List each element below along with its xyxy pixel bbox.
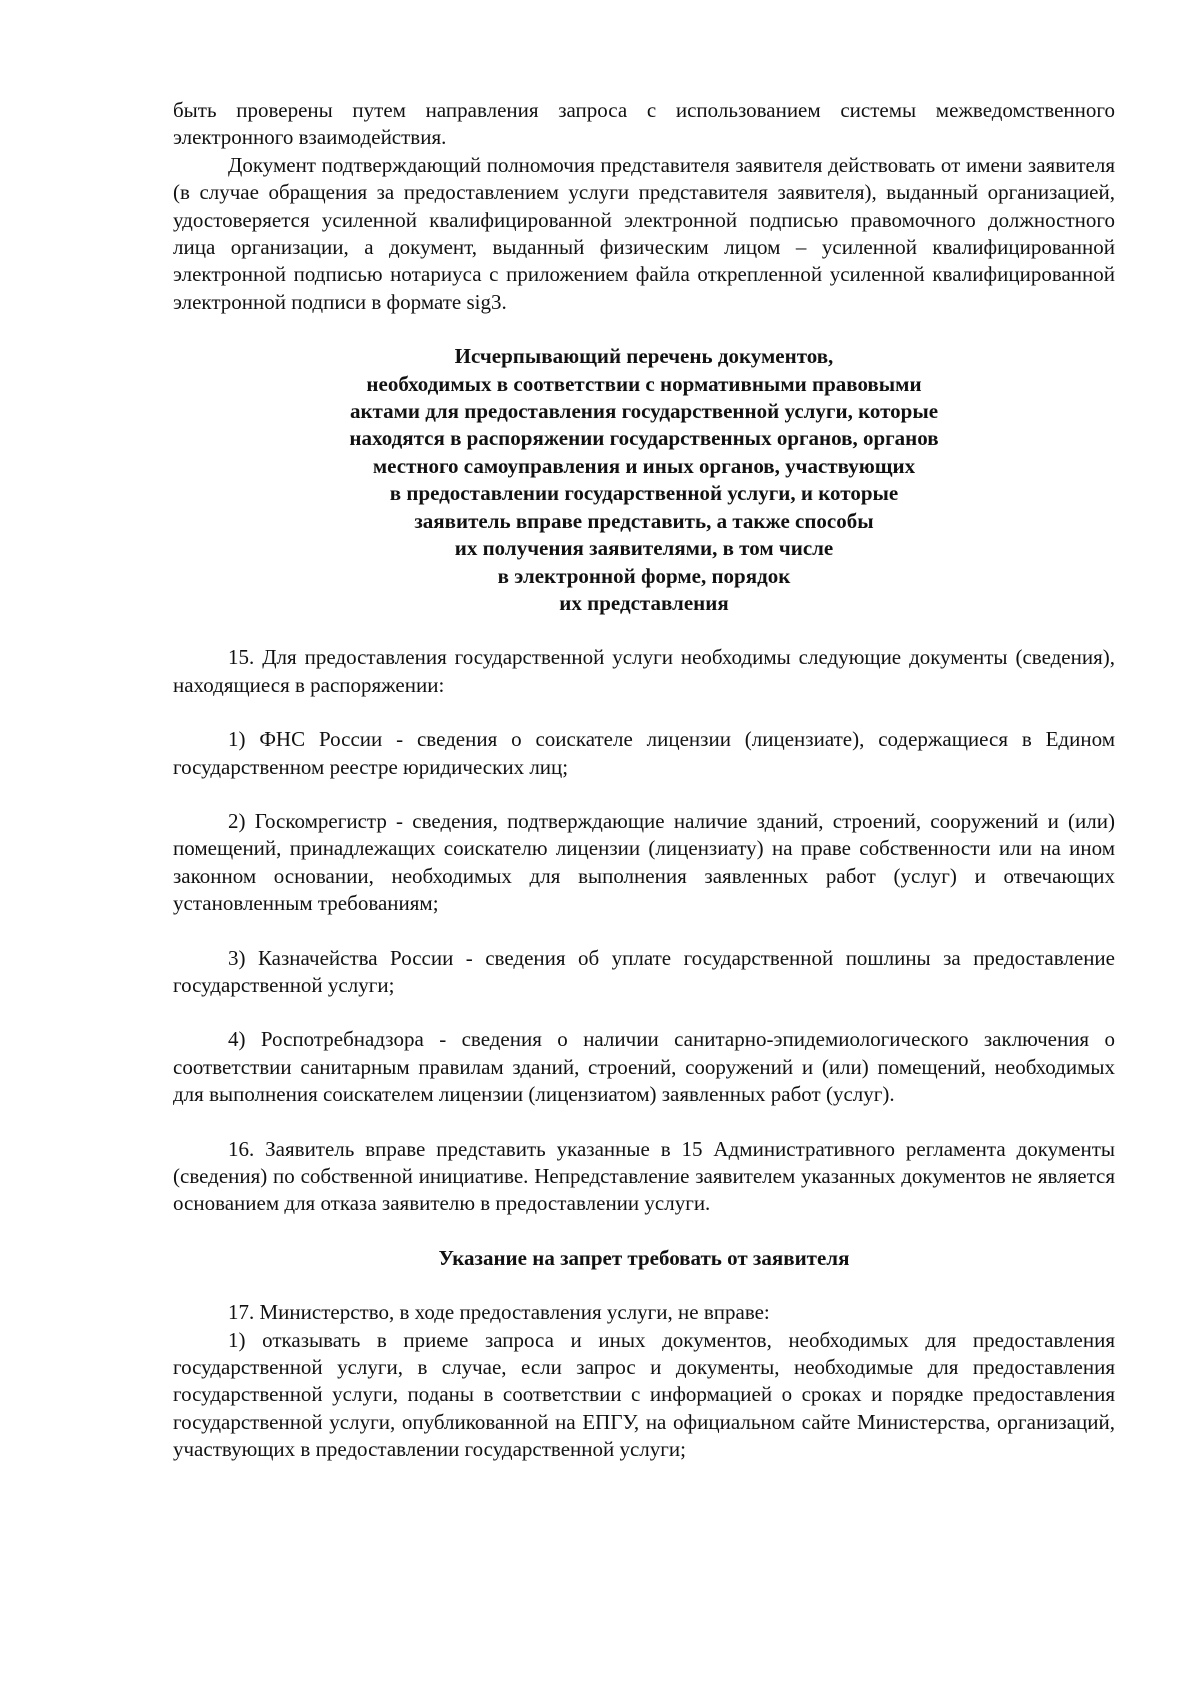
heading-line: в предоставлении государственной услуги, и которые xyxy=(389,481,899,506)
paragraph-representative-document: Документ подтверждающий полномочия представителя заявителя действовать от имени заявителя (в случае обращения за предоставлением услуги представителя заявителя), выданный организацией, удостоверяется усиленной квалифицированной электронной подписью правомочного должностного лица организации, а документ, выданный физическим лицом – усиленной квалифицированной электронной подписью нотариуса с приложением файла открепленной усиленной квалифицированной электронной подписи в формате sig3. xyxy=(173,152,1115,314)
paragraph-15-item-4: 4) Роспотребнадзора - сведения о наличии санитарно-эпидемиологического заключения о соответствии санитарным правилам зданий, строений, сооружений и (или) помещений, необходимых для выполнения соискателем лицензии (лицензиатом) заявленных работ (услуг). xyxy=(173,1027,1115,1107)
paragraph-15-item-2: 2) Госкомрегистр - сведения, подтверждающие наличие зданий, строений, сооружений и (или) помещений, принадлежащих соискателю лицензии (лицензиату) на праве собственности или на ином законном основании, необходимых для выполнения заявленных работ (услуг) и отвечающих установленным требованиям; xyxy=(173,808,1115,916)
paragraph-17-intro: 17. Министерство, в ходе предоставления услуги, не вправе: xyxy=(228,1300,770,1325)
heading-line: местного самоуправления и иных органов, участвующих xyxy=(372,453,916,478)
heading-line: актами для предоставления государственной услуги, которые xyxy=(349,399,939,424)
section-heading-prohibition: Указание на запрет требовать от заявителя xyxy=(438,1245,850,1270)
heading-line: в электронной форме, порядок xyxy=(497,563,791,588)
paragraph-continuation: быть проверены путем направления запроса с использованием системы межведомственного электронного взаимодействия. xyxy=(173,98,1115,150)
heading-line: необходимых в соответствии с нормативными правовыми xyxy=(366,371,922,396)
paragraph-15-item-1: 1) ФНС России - сведения о соискателе лицензии (лицензиате), содержащиеся в Едином государственном реестре юридических лиц; xyxy=(173,727,1115,779)
paragraph-16: 16. Заявитель вправе представить указанные в 15 Административного регламента документы (сведения) по собственной инициативе. Непредставление заявителем указанных документов не является основанием для отказа заявителю в предоставлении услуги. xyxy=(173,1136,1115,1216)
heading-line: их представления xyxy=(559,590,729,615)
heading-line: Исчерпывающий перечень документов, xyxy=(454,344,834,369)
heading-line: их получения заявителями, в том числе xyxy=(454,536,834,561)
section-heading-documents-list xyxy=(173,343,1115,617)
heading-line: заявитель вправе представить, а также способы xyxy=(414,508,874,533)
heading-line: находятся в распоряжении государственных органов, органов xyxy=(349,426,939,451)
paragraph-15-item-3: 3) Казначейства России - сведения об уплате государственной пошлины за предоставление государственной услуги; xyxy=(173,945,1115,997)
paragraph-17-item-1: 1) отказывать в приеме запроса и иных документов, необходимых для предоставления государственной услуги, в случае, если запрос и документы, необходимые для предоставления государственной услуги, поданы в соответствии с информацией о сроках и порядке предоставления государственной услуги, опубликованной на ЕПГУ, на официальном сайте Министерства, организаций, участвующих в предоставлении государственной услуги; xyxy=(173,1327,1115,1462)
paragraph-15-intro: 15. Для предоставления государственной услуги необходимы следующие документы (сведения), находящиеся в распоряжении: xyxy=(173,645,1115,697)
